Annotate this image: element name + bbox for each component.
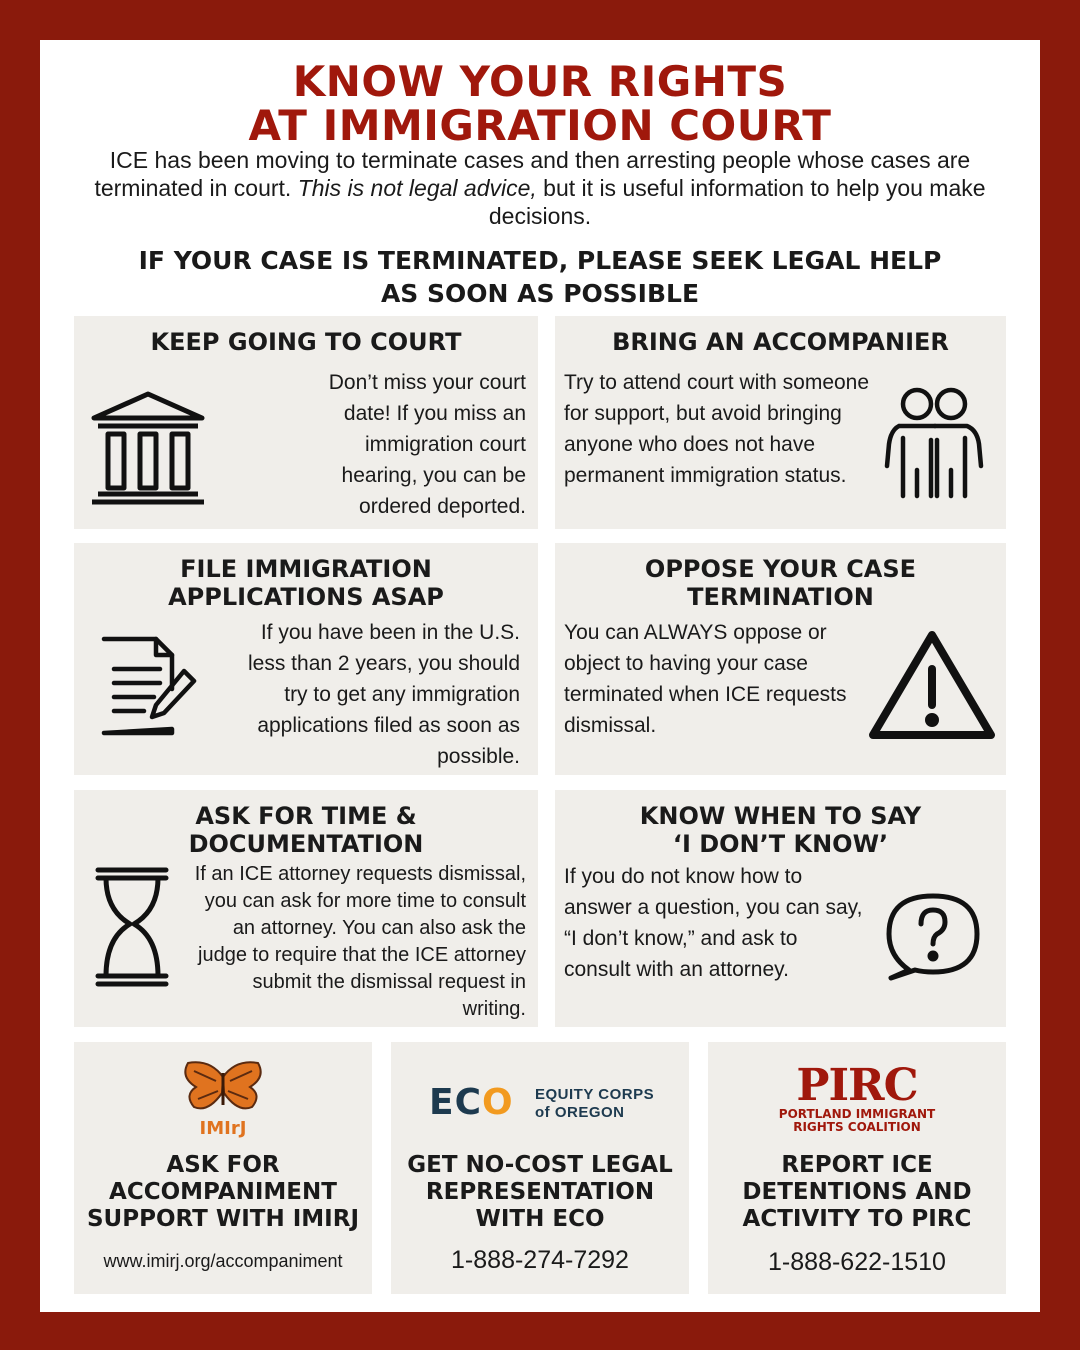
subhead-line-2: AS SOON AS POSSIBLE xyxy=(380,279,700,308)
org-title xyxy=(708,1152,1006,1233)
org-card-pirc xyxy=(708,1042,1006,1294)
card-title-line-1: OPPOSE YOUR CASE xyxy=(644,555,917,583)
card-title-line-2: TERMINATION xyxy=(687,583,874,611)
pirc-logo-sub2: RIGHTS COALITION xyxy=(793,1120,921,1134)
org-card-imirj xyxy=(74,1042,372,1294)
card-oppose-termination xyxy=(555,543,1006,775)
intro-paragraph xyxy=(70,146,1010,230)
question-bubble-icon xyxy=(883,888,983,984)
card-body: If you have been in the U.S. less than 2 years, you should try to get any immigration applications filed as soon as possible. xyxy=(248,621,520,768)
org-title-line-2: REPRESENTATION xyxy=(425,1179,655,1205)
page-title xyxy=(40,57,1040,150)
card-bring-accompanier xyxy=(555,316,1006,529)
card-body: Don’t miss your court date! If you miss an immigration court hearing, you can be ordered deported. xyxy=(328,371,526,518)
org-title-line-3: ACTIVITY TO PIRC xyxy=(742,1206,972,1232)
eco-logo-e: EC xyxy=(429,1082,483,1123)
pirc-logo-text: PIRC xyxy=(796,1060,918,1111)
card-body: If you do not know how to answer a question, you can say, “I don’t know,” and ask to consult with an attorney. xyxy=(564,865,863,981)
butterfly-logo-icon xyxy=(180,1059,266,1119)
courthouse-icon xyxy=(88,388,208,508)
eco-logo-o: O xyxy=(482,1082,514,1123)
title-line-1: KNOW YOUR RIGHTS xyxy=(292,57,788,106)
org-title-line-2: ACCOMPANIMENT xyxy=(109,1179,337,1205)
card-keep-going-to-court xyxy=(74,316,538,529)
card-title xyxy=(555,802,1006,858)
card-title xyxy=(74,555,538,611)
eco-logo-sub1: EQUITY CORPS xyxy=(535,1086,655,1103)
card-title-line-2: ‘I DON’T KNOW’ xyxy=(672,830,889,858)
card-title-line-1: FILE IMMIGRATION xyxy=(180,555,432,583)
org-title-line-2: DETENTIONS AND xyxy=(742,1179,972,1205)
eco-logo xyxy=(429,1082,659,1124)
card-title: BRING AN ACCOMPANIER xyxy=(612,328,949,356)
imirj-website-link[interactable]: www.imirj.org/accompaniment xyxy=(103,1251,343,1271)
intro-text-1: ICE has been moving to terminate cases and then arresting people whose cases are terminated in court. xyxy=(94,147,971,201)
org-title xyxy=(391,1152,689,1233)
org-card-eco xyxy=(391,1042,689,1294)
card-body: You can ALWAYS oppose or object to having your case terminated when ICE requests dismissal. xyxy=(564,621,847,737)
org-title-line-1: REPORT ICE xyxy=(781,1152,933,1178)
pirc-phone-number[interactable]: 1-888-622-1510 xyxy=(768,1248,946,1276)
eco-logo-text xyxy=(429,1082,514,1124)
card-title xyxy=(555,555,1006,611)
seek-help-heading xyxy=(70,244,1010,310)
eco-logo-sub2: of OREGON xyxy=(535,1104,625,1121)
subhead-line-1: IF YOUR CASE IS TERMINATED, PLEASE SEEK LEGAL HELP xyxy=(138,246,942,275)
card-say-i-dont-know xyxy=(555,790,1006,1027)
flyer-sheet xyxy=(40,40,1040,1312)
card-title-line-2: APPLICATIONS ASAP xyxy=(168,583,444,611)
intro-text-2: but it is useful information to help you make decisions. xyxy=(488,175,986,229)
card-ask-for-time xyxy=(74,790,538,1027)
org-title-line-1: GET NO-COST LEGAL xyxy=(407,1152,673,1178)
title-line-2: AT IMMIGRATION COURT xyxy=(248,101,832,150)
card-file-applications xyxy=(74,543,538,775)
hourglass-icon xyxy=(94,864,170,990)
document-pen-icon xyxy=(98,633,198,741)
org-title xyxy=(74,1152,372,1233)
warning-icon xyxy=(867,627,997,743)
org-title-line-1: ASK FOR xyxy=(166,1152,280,1178)
eco-phone-number[interactable]: 1-888-274-7292 xyxy=(451,1246,629,1274)
org-title-line-3: WITH ECO xyxy=(475,1206,605,1232)
two-people-icon xyxy=(881,384,985,504)
pirc-logo xyxy=(708,1060,1006,1134)
imirj-logo-text: IMIrJ xyxy=(199,1118,247,1139)
card-body: If an ICE attorney requests dismissal, you can ask for more time to consult an attorney. You can also ask the judge to require that the ICE attorney submit the dismissal request in writing. xyxy=(194,863,526,1020)
card-body: Try to attend court with someone for support, but avoid bringing anyone who does not have permanent immigration status. xyxy=(564,371,870,487)
card-title xyxy=(74,802,538,858)
intro-italic: This is not legal advice, xyxy=(297,175,537,201)
org-title-line-3: SUPPORT WITH IMIRJ xyxy=(86,1206,360,1232)
card-title-line-1: ASK FOR TIME & xyxy=(195,802,417,830)
card-title-line-2: DOCUMENTATION xyxy=(188,830,424,858)
pirc-logo-sub1: PORTLAND IMMIGRANT xyxy=(778,1107,936,1121)
card-title-line-1: KNOW WHEN TO SAY xyxy=(639,802,922,830)
card-title: KEEP GOING TO COURT xyxy=(150,328,462,356)
